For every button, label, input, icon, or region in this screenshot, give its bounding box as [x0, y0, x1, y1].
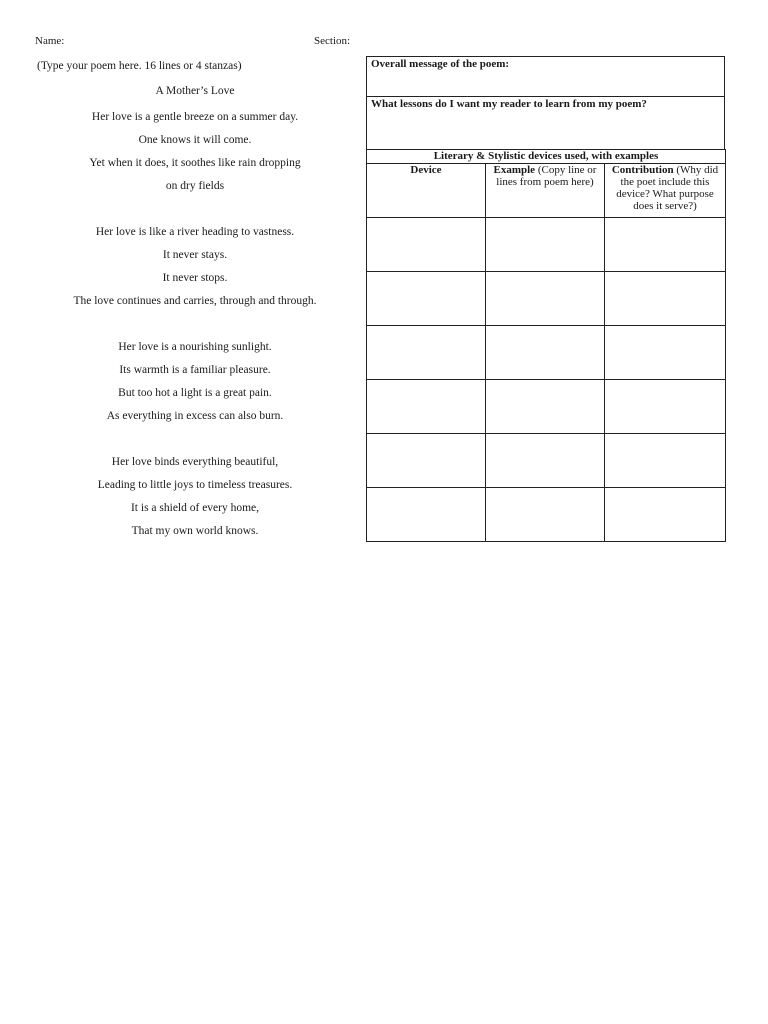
poem-line: on dry fields [165, 180, 225, 192]
device-cell[interactable] [367, 326, 486, 380]
example-column-header [486, 164, 605, 218]
table-row [367, 488, 726, 542]
poem-line: But too hot a light is a great pain. [118, 387, 272, 399]
overall-message-box[interactable] [366, 56, 725, 97]
table-row [367, 326, 726, 380]
poem-line: Her love is like a river heading to vastness. [95, 226, 295, 238]
example-header-label: Example [493, 164, 536, 176]
device-cell[interactable] [367, 218, 486, 272]
device-header-label: Device [410, 164, 442, 176]
section-label: Section: [314, 35, 351, 47]
contribution-cell[interactable] [605, 380, 726, 434]
table-row [367, 380, 726, 434]
poem-line: Her love is a gentle breeze on a summer day. [91, 111, 299, 123]
contribution-cell[interactable] [605, 272, 726, 326]
table-row [367, 218, 726, 272]
poem-line: Its warmth is a familiar pleasure. [119, 364, 271, 376]
contribution-column-header [605, 164, 726, 218]
poem-line: One knows it will come. [138, 134, 252, 146]
device-cell[interactable] [367, 488, 486, 542]
devices-table [366, 149, 726, 542]
example-cell[interactable] [486, 434, 605, 488]
name-label: Name: [35, 35, 65, 47]
poem-line: That my own world knows. [131, 525, 259, 537]
poem-line: Her love is a nourishing sunlight. [118, 341, 272, 353]
example-header-note: (Copy line or lines from poem here) [496, 164, 597, 188]
overall-message-label: Overall message of the poem: [371, 58, 510, 70]
poem-line: It never stops. [162, 272, 228, 284]
table-row [367, 434, 726, 488]
poem-instructions: (Type your poem here. 16 lines or 4 stanzas) [37, 60, 242, 72]
contribution-cell[interactable] [605, 218, 726, 272]
poem-line: As everything in excess can also burn. [106, 410, 284, 422]
example-cell[interactable] [486, 326, 605, 380]
lessons-box[interactable] [366, 96, 725, 150]
device-cell[interactable] [367, 380, 486, 434]
poem-line: The love continues and carries, through and through. [73, 295, 317, 307]
poem-line: It never stays. [162, 249, 228, 261]
poem-title: A Mother’s Love [155, 85, 235, 97]
example-cell[interactable] [486, 218, 605, 272]
devices-table-title: Literary & Stylistic devices used, with examples [367, 150, 726, 164]
contribution-cell[interactable] [605, 488, 726, 542]
device-cell[interactable] [367, 272, 486, 326]
device-column-header [367, 164, 486, 218]
example-cell[interactable] [486, 488, 605, 542]
poem-line: Her love binds everything beautiful, [111, 456, 279, 468]
contribution-header-note: (Why did the poet include this device? What purpose does it serve?) [616, 164, 719, 212]
example-cell[interactable] [486, 380, 605, 434]
contribution-cell[interactable] [605, 434, 726, 488]
example-cell[interactable] [486, 272, 605, 326]
poem-line: Yet when it does, it soothes like rain dropping [89, 157, 301, 169]
contribution-header-label: Contribution [611, 164, 674, 176]
contribution-cell[interactable] [605, 326, 726, 380]
table-row [367, 272, 726, 326]
poem-line: It is a shield of every home, [130, 502, 260, 514]
lessons-label: What lessons do I want my reader to learn from my poem? [371, 98, 647, 110]
poem-line: Leading to little joys to timeless treasures. [97, 479, 293, 491]
device-cell[interactable] [367, 434, 486, 488]
